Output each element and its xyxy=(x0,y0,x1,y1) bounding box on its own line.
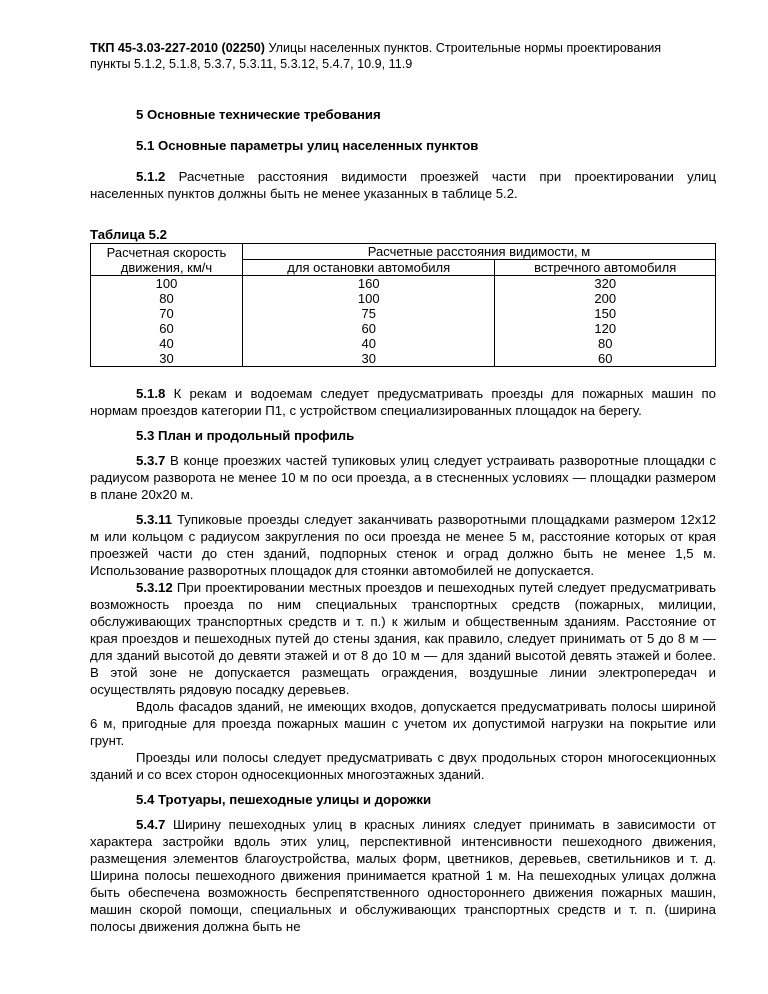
cell-stop-distance: 100 xyxy=(243,291,495,306)
paragraph-5-3-12-driveways: Проезды или полосы следует предусматривать с двух продольных сторон многосекционных зданий и со всех сторон односекционных многоэтажных зданий. xyxy=(90,750,716,782)
clause-number: 5.1.8 xyxy=(136,386,166,401)
table-row xyxy=(91,336,716,351)
cell-stop-distance: 60 xyxy=(243,321,495,336)
cell-stop-distance: 30 xyxy=(243,351,495,367)
cell-speed: 80 xyxy=(91,291,243,306)
table-header-distance: Расчетные расстояния видимости, м xyxy=(243,244,716,260)
cell-speed: 100 xyxy=(91,276,243,292)
cell-oncoming-distance: 80 xyxy=(495,336,716,351)
clause-number: 5.3.12 xyxy=(136,580,173,595)
cell-speed: 40 xyxy=(91,336,243,351)
paragraph-5-3-11 xyxy=(90,511,716,579)
cell-speed: 70 xyxy=(91,306,243,321)
clause-number: 5.3.7 xyxy=(136,453,166,468)
table-row xyxy=(91,351,716,367)
cell-oncoming-distance: 200 xyxy=(495,291,716,306)
paragraph-5-4-7 xyxy=(90,816,716,935)
cell-speed: 30 xyxy=(91,351,243,367)
clause-number: 5.1.2 xyxy=(136,169,166,184)
paragraph-5-1-8 xyxy=(90,385,716,419)
table-row xyxy=(91,291,716,306)
clause-number: 5.3.11 xyxy=(136,512,172,527)
table-row xyxy=(91,276,716,292)
clause-number: 5.4.7 xyxy=(136,817,166,832)
document-header xyxy=(90,40,716,72)
paragraph-5-3-7 xyxy=(90,452,716,503)
paragraph-text: При проектировании местных проездов и пешеходных путей следует предусматривать возможность проезда по ним специальных транспортных средств (пожарных, милиции, обслуживающих транспортных средств и т. п.) к жилым и общественным зданиям. Расстояние от края проездов и пешеходных путей до стены здания, как правило, следует принимать от 5 до 8 м — для зданий высотой до девяти этажей и от 8 до 10 м — для зданий высотой девять этажей и более. В этой зоне не допускается размещать ограждения, воздушные линии электропередач и осуществлять рядовую посадку деревьев. xyxy=(90,580,716,697)
cell-speed: 60 xyxy=(91,321,243,336)
cell-oncoming-distance: 120 xyxy=(495,321,716,336)
cell-stop-distance: 160 xyxy=(243,276,495,292)
cell-stop-distance: 75 xyxy=(243,306,495,321)
cell-stop-distance: 40 xyxy=(243,336,495,351)
paragraph-5-1-2 xyxy=(90,168,716,202)
section-5-3-heading: 5.3 План и продольный профиль xyxy=(136,428,355,443)
table-header-stop: для остановки автомобиля xyxy=(243,260,495,276)
paragraph-text: Тупиковые проезды следует заканчивать разворотными площадками размером 12х12 м или кольцом с радиусом закругления по оси проезда не менее 5 м, расстояние которых от края проезжей части до стен зданий, подпорных стенок и оград должно быть не менее 1,5 м. Использование разворотных площадок для стоянки автомобилей не допускается. xyxy=(90,512,716,578)
points-list: пункты 5.1.2, 5.1.8, 5.3.7, 5.3.11, 5.3.12, 5.4.7, 10.9, 11.9 xyxy=(90,57,413,71)
table-row xyxy=(91,306,716,321)
cell-oncoming-distance: 60 xyxy=(495,351,716,367)
paragraph-text: Ширину пешеходных улиц в красных линиях следует принимать в зависимости от характера застройки вдоль этих улиц, перспективной интенсивности пешеходного движения, размещения элементов благоустройства, малых форм, цветников, деревьев, светильников и т. д. Ширина полосы пешеходного движения принимается кратной 1 м. На пешеходных улицах должна быть обеспечена возможность беспрепятственного одностороннего движения пожарных машин, машин скорой помощи, специальных и обслуживающих транспортных средств и т. п. (ширина полосы движения должна быть не xyxy=(90,817,716,934)
cell-oncoming-distance: 320 xyxy=(495,276,716,292)
paragraph-text: В конце проезжих частей тупиковых улиц следует устраивать разворотные площадки с радиусом разворота не менее 10 м по оси проезда, а в стесненных условиях — площадки размером в плане 20х20 м. xyxy=(90,453,716,502)
section-5-4-heading: 5.4 Тротуары, пешеходные улицы и дорожки xyxy=(136,792,432,807)
table-row xyxy=(91,321,716,336)
cell-oncoming-distance: 150 xyxy=(495,306,716,321)
paragraph-5-3-12-facades: Вдоль фасадов зданий, не имеющих входов, допускается предусматривать полосы шириной 6 м, пригодные для проезда пожарных машин с учетом их допустимой нагрузки на покрытие или грунт. xyxy=(90,699,716,748)
paragraph-text: Расчетные расстояния видимости проезжей части при проектировании улиц населенных пунктов должны быть не менее указанных в таблице 5.2. xyxy=(90,169,716,201)
standard-title: Улицы населенных пунктов. Строительные нормы проектирования xyxy=(264,41,662,55)
table-header-oncoming: встречного автомобиля xyxy=(495,260,716,276)
table-body xyxy=(91,276,716,367)
section-5-heading: 5 Основные технические требования xyxy=(136,107,381,122)
table-caption: Таблица 5.2 xyxy=(90,227,167,242)
visibility-table xyxy=(90,243,716,367)
document-page xyxy=(90,40,716,935)
section-5-1-heading: 5.1 Основные параметры улиц населенных пунктов xyxy=(136,138,479,153)
paragraph-text: К рекам и водоемам следует предусматривать проезды для пожарных машин по нормам проездов категории П1, с устройством специализированных площадок на берегу. xyxy=(90,386,716,418)
table-header-speed: Расчетная скорость движения, км/ч xyxy=(91,244,243,276)
standard-code: ТКП 45-3.03-227-2010 (02250) xyxy=(90,41,265,55)
paragraph-5-3-12 xyxy=(90,579,716,698)
